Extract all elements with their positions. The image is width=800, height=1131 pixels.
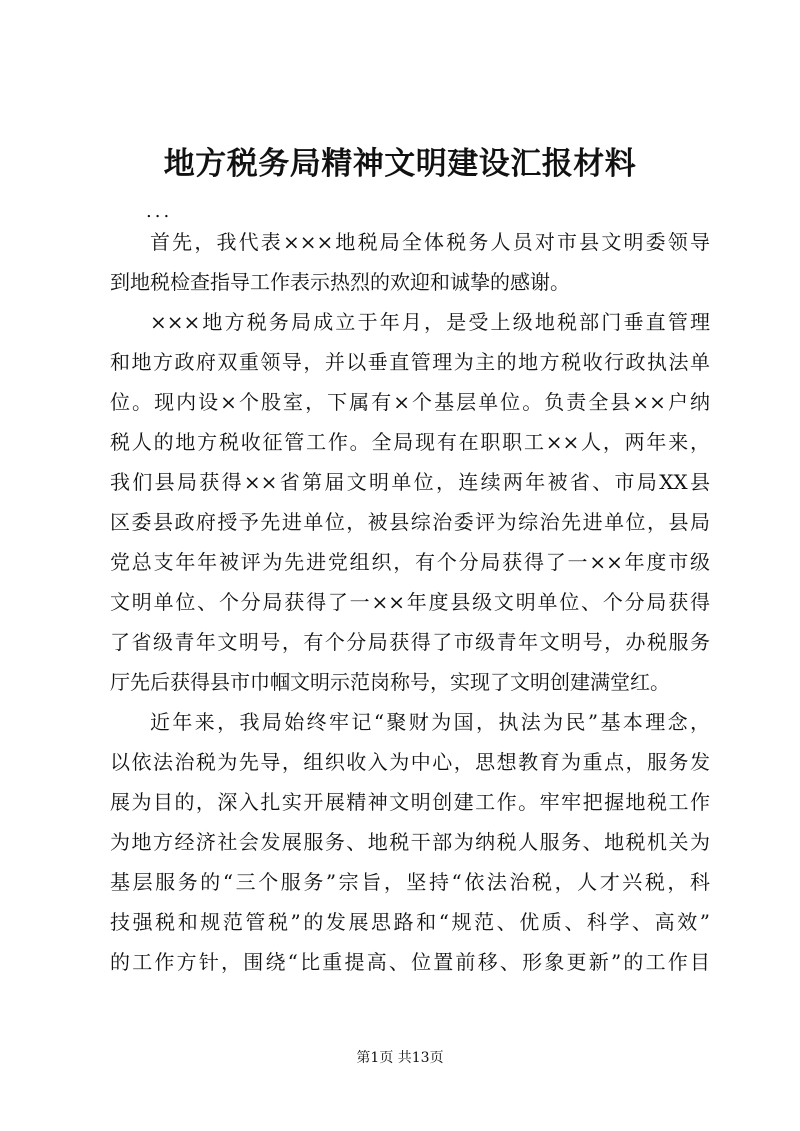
document-title: 地方税务局精神文明建设汇报材料 xyxy=(163,146,637,182)
paragraph-line: 近年来，我局始终牢记“聚财为国，执法为民”基本理念， xyxy=(150,710,710,734)
paragraph-line: 了省级青年文明号，有个分局获得了市级青年文明号，办税服务 xyxy=(110,630,710,654)
paragraph-line: 和地方政府双重领导，并以垂直管理为主的地方税收行政执法单 xyxy=(110,350,710,374)
paragraph-line: 首先，我代表×××地税局全体税务人员对市县文明委领导 xyxy=(150,230,710,254)
paragraph-line: ×××地方税务局成立于年月，是受上级地税部门垂直管理 xyxy=(150,310,710,334)
paragraph-line: 党总支年年被评为先进党组织，有个分局获得了一××年度市级 xyxy=(110,550,710,574)
page-footer: 第1页 共13页 xyxy=(356,1050,444,1066)
paragraph-line: 我们县局获得××省第届文明单位，连续两年被省、市局XX县 xyxy=(110,470,710,494)
paragraph-line: 为地方经济社会发展服务、地税干部为纳税人服务、地税机关为 xyxy=(110,830,710,854)
paragraph-line: 展为目的，深入扎实开展精神文明创建工作。牢牢把握地税工作 xyxy=(110,790,710,814)
paragraph-line: 基层服务的“三个服务”宗旨，坚持“依法治税，人才兴税，科 xyxy=(110,870,710,894)
paragraph-line: 税人的地方税收征管工作。全局现有在职职工××人，两年来， xyxy=(110,430,710,454)
paragraph-line: 的工作方针，围绕“比重提高、位置前移、形象更新”的工作目 xyxy=(110,950,710,974)
paragraph-line: 区委县政府授予先进单位，被县综治委评为综治先进单位，县局 xyxy=(110,510,710,534)
paragraph-line: 厅先后获得县市巾帼文明示范岗称号，实现了文明创建满堂红。 xyxy=(110,670,670,694)
paragraph-line: 到地税检查指导工作表示热烈的欢迎和诚挚的感谢。 xyxy=(110,270,570,294)
paragraph-line: 文明单位、个分局获得了一××年度县级文明单位、个分局获得 xyxy=(110,590,710,614)
document-body xyxy=(110,222,710,982)
paragraph-line: 位。现内设×个股室，下属有×个基层单位。负责全县××户纳 xyxy=(110,390,710,414)
ellipsis-marker: ... xyxy=(146,201,173,222)
paragraph-line: 以依法治税为先导，组织收入为中心，思想教育为重点，服务发 xyxy=(110,750,710,774)
paragraph-line: 技强税和规范管税”的发展思路和“规范、优质、科学、高效” xyxy=(110,910,710,934)
